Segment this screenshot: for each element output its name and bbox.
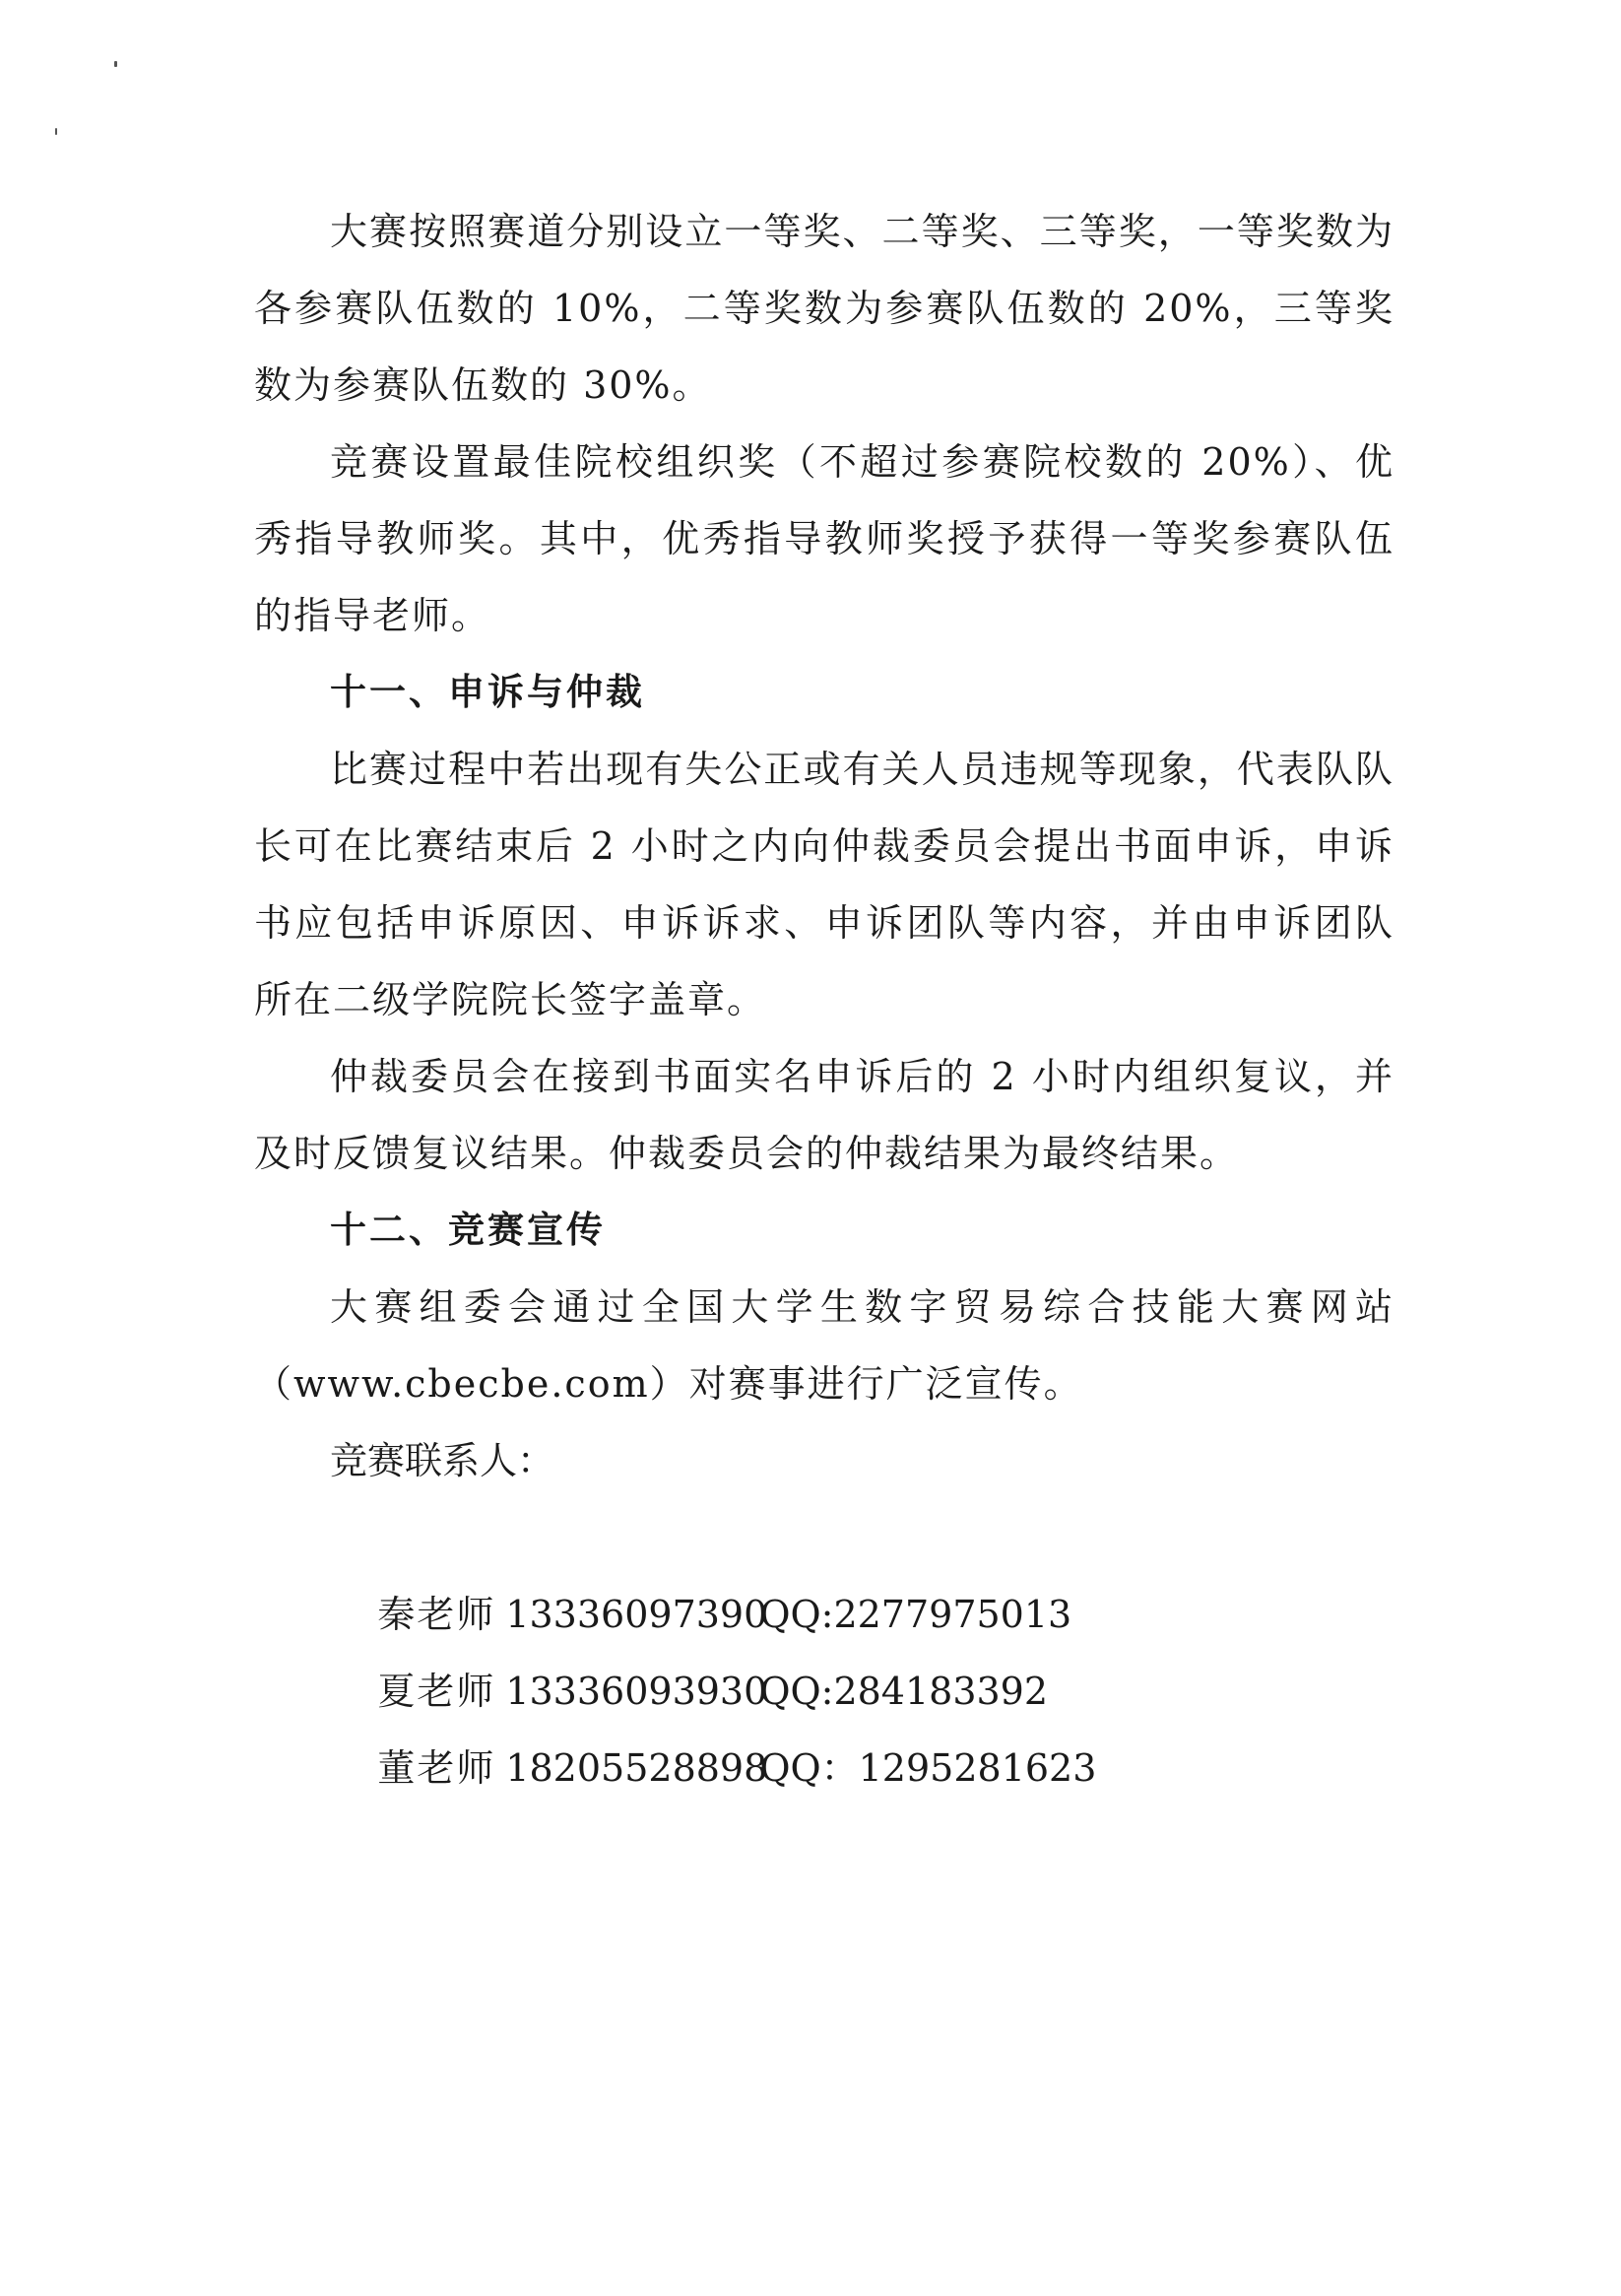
organization-award-paragraph: 竞赛设置最佳院校组织奖（不超过参赛院校数的 20%）、优秀指导教师奖。其中，优秀指导教师奖授予获得一等奖参赛队伍的指导老师。 [254, 440, 1394, 637]
section-11-heading: 十一、申诉与仲裁 [330, 671, 645, 713]
contact-phone: 13336093930 [505, 1670, 768, 1713]
publicity-paragraph: 大赛组委会通过全国大学生数字贸易综合技能大赛网站（www.cbecbe.com）对赛事进行广泛宣传。 [254, 1285, 1394, 1406]
appeal-paragraph-1: 比赛过程中若出现有失公正或有关人员违规等现象，代表队队长可在比赛结束后 2 小时之内向仲裁委员会提出书面申诉，申诉书应包括申诉原因、申诉诉求、申诉团队等内容，并由申诉团队所在二级学院院长签字盖章。 [254, 748, 1394, 1021]
contact-qq: QQ：1295281623 [759, 1746, 1097, 1790]
appeal-paragraph-2: 仲裁委员会在接到书面实名申诉后的 2 小时内组织复议，并及时反馈复议结果。仲裁委员会的仲裁结果为最终结果。 [254, 1055, 1394, 1175]
scan-speck [114, 61, 117, 67]
contact-phone: 13336097390 [505, 1593, 768, 1636]
contact-name: 秦老师 [377, 1593, 496, 1636]
contact-qq: QQ:284183392 [759, 1670, 1049, 1713]
contact-name: 夏老师 [377, 1670, 496, 1713]
contact-qq: QQ:2277975013 [759, 1593, 1072, 1636]
contact-name: 董老师 [377, 1746, 496, 1790]
contact-row [330, 1653, 1096, 1883]
contact-phone: 18205528898 [505, 1746, 768, 1790]
section-12-heading: 十二、竞赛宣传 [330, 1209, 606, 1251]
awards-paragraph: 大赛按照赛道分别设立一等奖、二等奖、三等奖，一等奖数为各参赛队伍数的 10%，二等奖数为参赛队伍数的 20%，三等奖数为参赛队伍数的 30%。 [254, 210, 1394, 407]
scan-speck [55, 128, 57, 135]
contacts-label: 竞赛联系人： [330, 1439, 555, 1482]
